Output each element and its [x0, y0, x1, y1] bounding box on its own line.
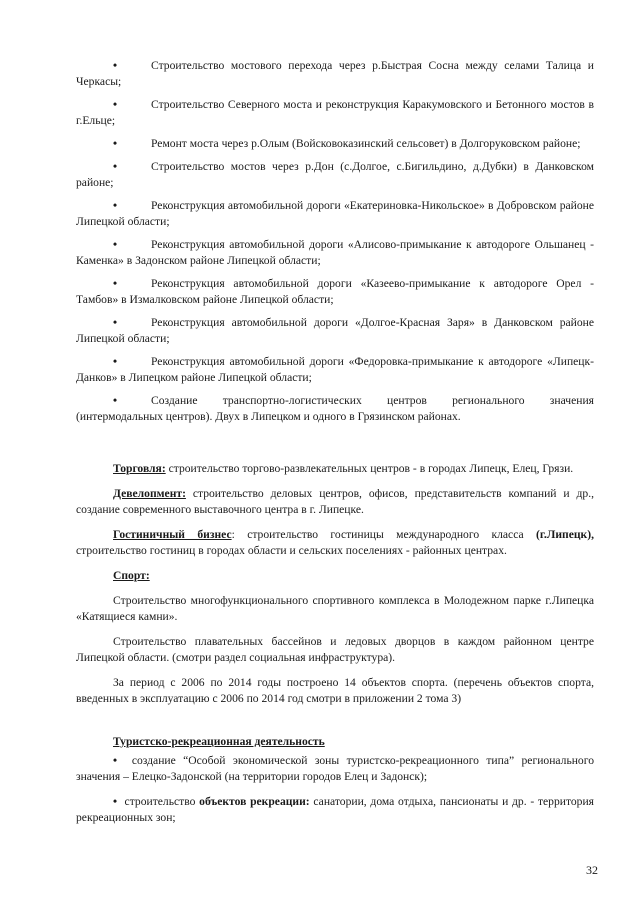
bullet-text: Реконструкция автомобильной дороги «Казеево-примыкание к автодороге Орел - Тамбов» в Измалковском районе Липецкой области;	[76, 277, 594, 306]
bullet-marker: •	[113, 137, 118, 150]
tourism-item-1-text: создание “Особой экономической зоны туристско-рекреационного типа” регионального значения – Елецко-Задонской (на территории городов Елец и Задонск);	[76, 754, 594, 783]
bullet-text: Реконструкция автомобильной дороги «Долгое-Красная Заря» в Данковском районе Липецкой области;	[76, 316, 594, 345]
tourism-item-1	[76, 753, 594, 785]
sport-paragraph-1: Строительство многофункционального спортивного комплекса в Молодежном парке г.Липецка «Катящиеся камни».	[76, 594, 594, 623]
bullet-item	[76, 198, 594, 230]
bullet-marker: •	[113, 238, 118, 251]
bullet-text: Строительство мостового перехода через р.Быстрая Сосна между селами Талица и Черкасы;	[76, 59, 594, 88]
sport-paragraph-3: За период с 2006 по 2014 годы построено 14 объектов спорта. (перечень объектов спорта, введенных в эксплуатацию с 2006 по 2014 год смотри в приложении 2 тома 3)	[76, 676, 594, 705]
bullet-item	[76, 354, 594, 386]
sport-heading-text: Спорт:	[113, 569, 150, 582]
hotel-paragraph	[76, 527, 594, 559]
bullet-item	[76, 58, 594, 90]
tourism-item-2-pre: строительство	[124, 795, 200, 808]
hotel-label: Гостиничный бизнес	[113, 528, 232, 541]
bullet-item	[76, 237, 594, 269]
tourism-item-2-post: санатории, дома отдыха, пансионаты и др. - территория рекреационных зон;	[76, 795, 595, 824]
hotel-text-2: строительство гостиниц в городах области и сельских поселениях - районных центрах.	[76, 544, 507, 557]
tourism-bullet-1: •	[113, 754, 118, 767]
bullet-text: Реконструкция автомобильной дороги «Федоровка-примыкание к автодороге «Липецк-Данков» в Липецком районе Липецкой области;	[76, 355, 594, 384]
tourism-item-2	[76, 794, 594, 826]
trade-text: строительство торгово-развлекательных центров - в городах Липецк, Елец, Грязи.	[165, 462, 574, 475]
bullet-item	[76, 393, 594, 425]
bullet-text: Строительство Северного моста и реконструкция Каракумовского и Бетонного мостов в г.Ельце;	[76, 98, 594, 127]
trade-paragraph	[76, 461, 594, 477]
infrastructure-bullet-list	[76, 58, 594, 425]
bullet-text: Ремонт моста через р.Олым (Войсковоказинский сельсовет) в Долгоруковском районе;	[151, 137, 581, 150]
bullet-item	[76, 159, 594, 191]
bullet-marker: •	[113, 277, 118, 290]
bullet-text: Реконструкция автомобильной дороги «Алисово-примыкание к автодороге Ольшанец - Каменка» в Задонском районе Липецкой области;	[76, 238, 594, 267]
tourism-heading-text: Туристско-рекреационная деятельность	[113, 735, 325, 748]
bullet-text: Строительство мостов через р.Дон (с.Долгое, с.Бигильдино, д.Дубки) в Данковском районе;	[76, 160, 594, 189]
tourism-bullet-2: •	[113, 795, 118, 808]
bullet-text: Создание транспортно-логистических центров регионального значения (интермодальных центров). Двух в Липецком и одного в Грязинском районах.	[76, 394, 594, 423]
trade-label: Торговля:	[113, 462, 166, 475]
page-number: 32	[586, 863, 598, 877]
bullet-item	[76, 315, 594, 347]
bullet-marker: •	[113, 355, 118, 368]
tourism-heading	[76, 734, 594, 750]
bullet-item	[76, 97, 594, 129]
bullet-marker: •	[113, 394, 118, 407]
tourism-item-2-bold: объектов рекреации:	[199, 795, 310, 808]
bullet-item	[76, 276, 594, 308]
bullet-marker: •	[113, 316, 118, 329]
sport-paragraph-2: Строительство плавательных бассейнов и ледовых дворцов в каждом районном центре Липецкой области. (смотри раздел социальная инфраструктура).	[76, 635, 594, 664]
bullet-item	[76, 136, 594, 152]
development-paragraph	[76, 486, 594, 518]
page-content	[76, 58, 594, 826]
bullet-marker: •	[113, 59, 118, 72]
bullet-text: Реконструкция автомобильной дороги «Екатериновка-Никольское» в Добровском районе Липецкой области;	[76, 199, 594, 228]
bullet-marker: •	[113, 160, 118, 173]
hotel-text-1: : строительство гостиницы международного класса	[231, 528, 536, 541]
sport-heading	[76, 568, 594, 584]
development-text: строительство деловых центров, офисов, представительств компаний и др., создание современного выставочного центра в г. Липецке.	[76, 487, 594, 516]
development-label: Девелопмент:	[113, 487, 186, 500]
bullet-marker: •	[113, 199, 118, 212]
hotel-city: (г.Липецк),	[536, 528, 594, 541]
bullet-marker: •	[113, 98, 118, 111]
